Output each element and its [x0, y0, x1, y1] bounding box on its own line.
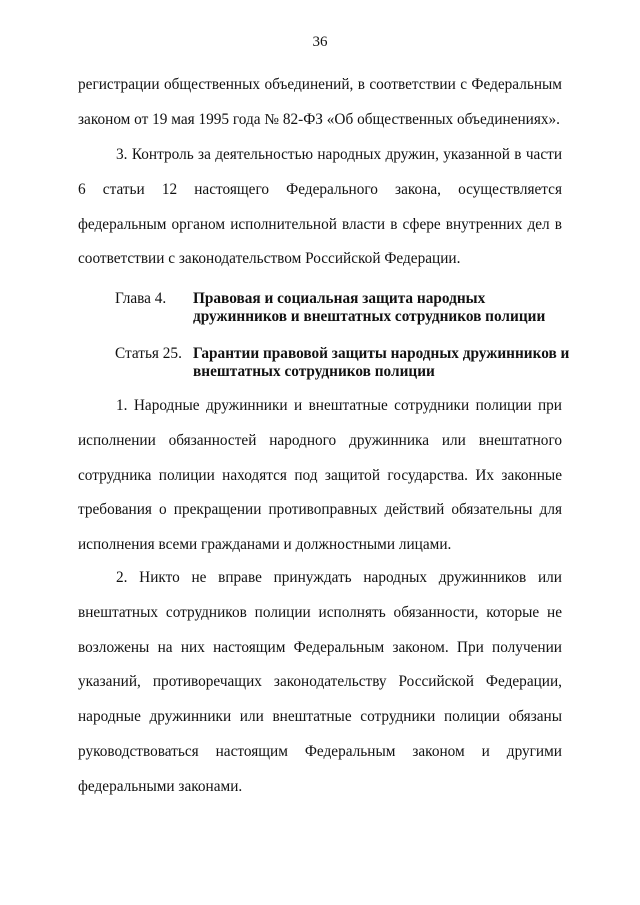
continuation-paragraph	[78, 68, 562, 138]
article-paragraph-1	[78, 389, 562, 563]
page-number: 36	[312, 34, 328, 50]
article-title: Гарантии правовой защиты народных дружинников и внештатных сотрудников полиции	[193, 345, 570, 380]
chapter-title: Правовая и социальная защита народных дружинников и внештатных сотрудников полиции	[193, 290, 546, 325]
chapter-heading	[115, 290, 575, 326]
paragraph-line: регистрации общественных объединений, в соответствии с Федеральным	[78, 76, 562, 93]
article-heading	[115, 345, 575, 381]
chapter-label: Глава 4.	[115, 290, 167, 307]
paragraph-text: 3. Контроль за деятельностью народных дружин, указанной в части 6 статьи 12 настоящего Федерального закона, осуществляется федеральным органом исполнительной власти в сфере внутренних дел в соответствии с законодательством Российской Федерации.	[78, 146, 562, 268]
paragraph-line: законом от 19 мая 1995 года № 82-ФЗ «Об общественных объединениях».	[78, 110, 561, 128]
article-paragraph-2	[78, 561, 562, 805]
paragraph-3	[78, 138, 562, 277]
paragraph-text: 1. Народные дружинники и внештатные сотрудники полиции при исполнении обязанностей народного дружинника или внештатного сотрудника полиции находятся под защитой государства. Их законные требования о прекращении противоправных действий обязательны для исполнения всеми гражданами и должностными лицами.	[78, 397, 562, 554]
article-label: Статья 25.	[115, 345, 182, 362]
paragraph-text: 2. Никто не вправе принуждать народных дружинников или внештатных сотрудников полиции исполнять обязанности, которые не возложены на них настоящим Федеральным законом. При получении указаний, противоречащих законодательству Российской Федерации, народные дружинники или внештатные сотрудники полиции обязаны руководствоваться настоящим Федеральным законом и другими федеральными законами.	[78, 569, 562, 795]
